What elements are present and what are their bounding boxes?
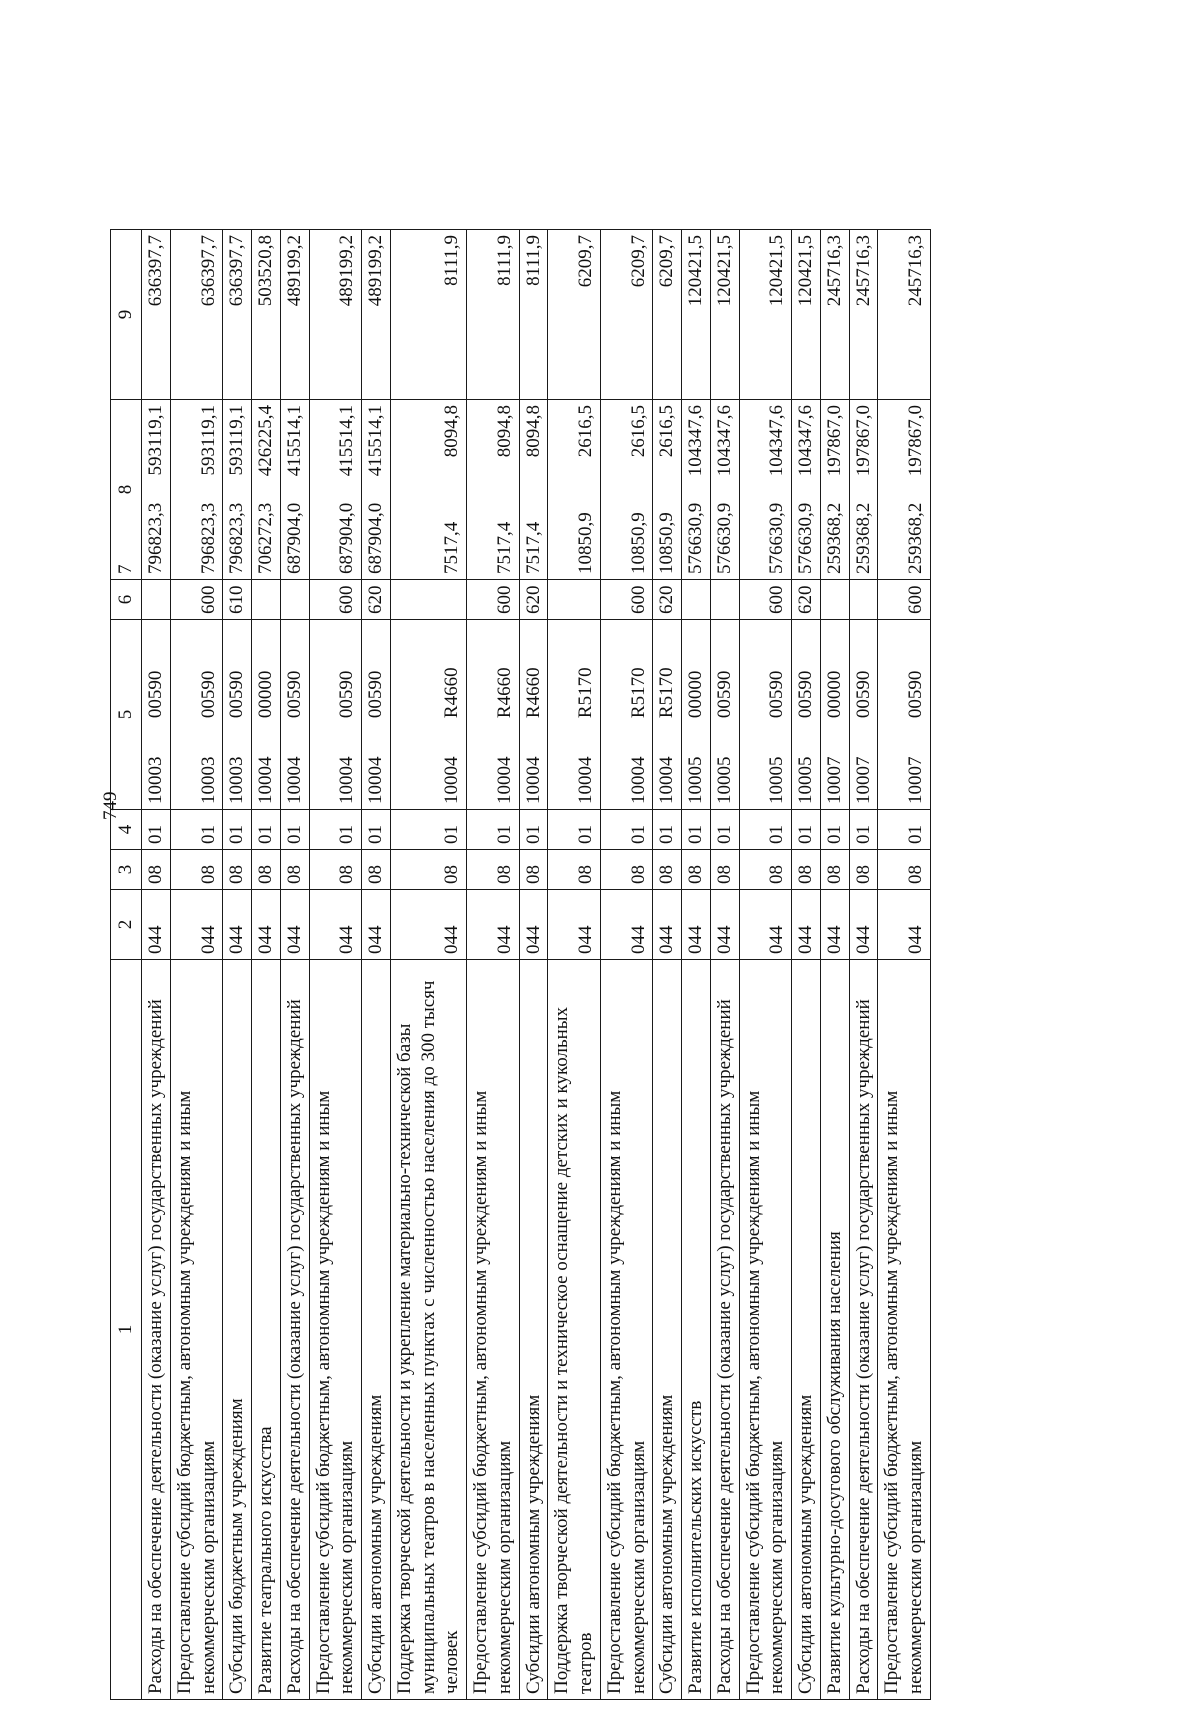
row-expense-type-cell: [390, 580, 466, 620]
row-section-cell: 08: [170, 850, 223, 890]
row-code-cell: 044: [223, 890, 252, 960]
row-expense-type-cell: 620: [362, 580, 391, 620]
row-expense-type-cell: 600: [170, 580, 223, 620]
header-col-4: 4: [111, 810, 142, 850]
row-name-cell: Поддержка творческой деятельности и укрепление материально-технической базы муниципальных театров в населенных пунктах с численностью населения до 300 тысяч человек: [390, 960, 466, 1700]
table-row: Расходы на обеспечение деятельности (оказание услуг) государственных учреждений 044 08 01 1000700590 259368,2 197867,0 245716,3: [849, 50, 878, 1700]
header-col-3: 3: [111, 850, 142, 890]
header-row: 1 2 3 4 5 6 7 8 9: [111, 50, 142, 1700]
article-program-code: 10007: [823, 756, 845, 804]
row-value-9-cell: 6209,7: [653, 230, 682, 400]
row-value-9-cell: 8111,9: [467, 230, 520, 400]
header-col-6: 6: [111, 580, 142, 620]
row-subsection-cell: 01: [467, 810, 520, 850]
row-name-cell: Развитие исполнительских искусств: [682, 960, 711, 1700]
row-value-9-cell: 8111,9: [390, 230, 466, 400]
article-direction-code: 00590: [336, 670, 358, 719]
row-code-cell: 044: [170, 890, 223, 960]
row-name-cell: Расходы на обеспечение деятельности (оказание услуг) государственных учреждений: [710, 960, 739, 1700]
row-value-8-cell: 8094,8: [467, 400, 520, 580]
row-name-cell: Предоставление субсидий бюджетным, автономным учреждениям и иным некоммерческим организациям: [467, 960, 520, 1700]
row-value-9-cell: 6209,7: [600, 230, 653, 400]
row-subsection-cell: 01: [252, 810, 281, 850]
row-code-cell: 044: [362, 890, 391, 960]
header-col-9: 9: [111, 230, 142, 400]
row-section-cell: 08: [739, 850, 792, 890]
row-subsection-cell: 01: [548, 810, 601, 850]
row-subsection-cell: 01: [792, 810, 821, 850]
row-article-cell: [653, 620, 682, 810]
row-value-9-cell: 503520,8: [252, 230, 281, 400]
row-code-cell: 044: [280, 890, 309, 960]
row-section-cell: 08: [519, 850, 548, 890]
row-expense-type-cell: 600: [739, 580, 792, 620]
table-row: Развитие культурно-досугового обслуживания населения 044 08 01 1000700000 259368,2 197867,0 245716,3: [820, 50, 849, 1700]
article-program-code: 10004: [493, 756, 515, 804]
row-section-cell: 08: [390, 850, 466, 890]
article-direction-code: R5170: [627, 667, 649, 719]
row-name-cell: Субсидии автономным учреждениям: [653, 960, 682, 1700]
article-direction-code: R4660: [522, 667, 544, 719]
row-section-cell: 08: [362, 850, 391, 890]
row-subsection-cell: 01: [653, 810, 682, 850]
row-value-9-cell: 489199,2: [280, 230, 309, 400]
article-program-code: 10004: [627, 756, 649, 804]
row-value-8-cell: 197867,0: [820, 400, 849, 580]
row-code-cell: 044: [710, 890, 739, 960]
table-row: Расходы на обеспечение деятельности (оказание услуг) государственных учреждений 044 08 01 1000400590 687904,0 415514,1 489199,2: [280, 50, 309, 1700]
table-row: Поддержка творческой деятельности и техническое оснащение детских и кукольных театров 044 08 01 10004R5170 10850,9 2616,5 6209,7: [548, 50, 601, 1700]
article-direction-code: 00000: [823, 670, 845, 719]
row-expense-type-cell: 620: [792, 580, 821, 620]
row-value-8-cell: 197867,0: [878, 400, 931, 580]
header-col-8: 8: [111, 400, 142, 580]
row-name-cell: Субсидии автономным учреждениям: [792, 960, 821, 1700]
table-row: Предоставление субсидий бюджетным, автономным учреждениям и иным некоммерческим организациям 044 08 01 10004R4660 600 7517,4 8094,8 8111,9: [467, 50, 520, 1700]
row-subsection-cell: 01: [223, 810, 252, 850]
row-value-8-cell: 415514,1: [362, 400, 391, 580]
row-code-cell: 044: [792, 890, 821, 960]
row-article-cell: [878, 620, 931, 810]
row-code-cell: 044: [467, 890, 520, 960]
article-program-code: 10004: [365, 756, 386, 804]
article-direction-code: 00590: [766, 670, 788, 719]
row-value-8-cell: 2616,5: [600, 400, 653, 580]
row-name-cell: Развитие театрального искусства: [252, 960, 281, 1700]
row-code-cell: 044: [849, 890, 878, 960]
row-value-8-cell: 2616,5: [653, 400, 682, 580]
row-expense-type-cell: 600: [309, 580, 362, 620]
article-program-code: 10007: [852, 756, 874, 804]
row-name-cell: Предоставление субсидий бюджетным, автономным учреждениям и иным некоммерческим организациям: [309, 960, 362, 1700]
row-subsection-cell: 01: [309, 810, 362, 850]
article-program-code: 10004: [522, 756, 544, 804]
row-expense-type-cell: 600: [600, 580, 653, 620]
row-value-9-cell: 120421,5: [682, 230, 711, 400]
row-expense-type-cell: [142, 580, 171, 620]
header-col-1: 1: [111, 960, 142, 1700]
row-expense-type-cell: [682, 580, 711, 620]
row-code-cell: 044: [548, 890, 601, 960]
row-article-cell: [390, 620, 466, 810]
row-expense-type-cell: 600: [467, 580, 520, 620]
article-direction-code: 00000: [685, 670, 706, 719]
row-value-9-cell: 636397,7: [170, 230, 223, 400]
row-article-cell: [849, 620, 878, 810]
row-subsection-cell: 01: [878, 810, 931, 850]
row-name-cell: Субсидии автономным учреждениям: [519, 960, 548, 1700]
row-value-9-cell: 120421,5: [710, 230, 739, 400]
row-section-cell: 08: [710, 850, 739, 890]
article-direction-code: 00000: [255, 670, 276, 719]
article-program-code: 10003: [145, 756, 166, 804]
article-program-code: 10003: [226, 756, 248, 804]
row-value-8-cell: 593119,1: [142, 400, 171, 580]
row-article-cell: [223, 620, 252, 810]
table-row: Предоставление субсидий бюджетным, автономным учреждениям и иным некоммерческим организациям 044 08 01 10004R5170 600 10850,9 2616,5 6209,7: [600, 50, 653, 1700]
article-direction-code: 00590: [713, 670, 735, 719]
article-program-code: 10004: [656, 756, 678, 804]
table-row: Предоставление субсидий бюджетным, автономным учреждениям и иным некоммерческим организациям 044 08 01 1000400590 600 687904,0 415514,1 489199,2: [309, 50, 362, 1700]
row-expense-type-cell: [820, 580, 849, 620]
row-value-9-cell: 120421,5: [792, 230, 821, 400]
row-section-cell: 08: [849, 850, 878, 890]
article-program-code: 10005: [795, 756, 816, 804]
row-section-cell: 08: [548, 850, 601, 890]
row-expense-type-cell: [280, 580, 309, 620]
row-code-cell: 044: [653, 890, 682, 960]
row-value-9-cell: 636397,7: [142, 230, 171, 400]
article-direction-code: 00590: [145, 670, 166, 719]
row-value-9-cell: 636397,7: [223, 230, 252, 400]
row-article-cell: [600, 620, 653, 810]
row-subsection-cell: 01: [519, 810, 548, 850]
row-article-cell: [710, 620, 739, 810]
row-name-cell: Субсидии автономным учреждениям: [362, 960, 391, 1700]
table-row: Субсидии бюджетным учреждениям 044 08 01 1000300590 610 796823,3 593119,1 636397,7: [223, 50, 252, 1700]
row-section-cell: 08: [309, 850, 362, 890]
article-direction-code: 00590: [197, 670, 219, 719]
row-section-cell: 08: [223, 850, 252, 890]
row-value-8-cell: 2616,5: [548, 400, 601, 580]
row-subsection-cell: 01: [600, 810, 653, 850]
row-section-cell: 08: [792, 850, 821, 890]
article-program-code: 10004: [283, 756, 305, 804]
row-value-8-cell: 104347,6: [792, 400, 821, 580]
row-value-9-cell: 245716,3: [849, 230, 878, 400]
row-value-9-cell: 245716,3: [878, 230, 931, 400]
article-direction-code: 00590: [226, 670, 248, 719]
rotated-table-wrapper: [110, 50, 1190, 1700]
row-name-cell: Предоставление субсидий бюджетным, автономным учреждениям и иным некоммерческим организациям: [170, 960, 223, 1700]
article-direction-code: 00590: [852, 670, 874, 719]
table-row: Субсидии автономным учреждениям 044 08 01 1000500590 620 576630,9 104347,6 120421,5: [792, 50, 821, 1700]
row-section-cell: 08: [878, 850, 931, 890]
row-value-9-cell: 489199,2: [362, 230, 391, 400]
row-name-cell: Расходы на обеспечение деятельности (оказание услуг) государственных учреждений: [142, 960, 171, 1700]
row-article-cell: [142, 620, 171, 810]
row-value-9-cell: 120421,5: [739, 230, 792, 400]
table-row: Субсидии автономным учреждениям 044 08 01 10004R5170 620 10850,9 2616,5 6209,7: [653, 50, 682, 1700]
row-code-cell: 044: [252, 890, 281, 960]
row-expense-type-cell: [710, 580, 739, 620]
row-name-cell: Расходы на обеспечение деятельности (оказание услуг) государственных учреждений: [849, 960, 878, 1700]
article-direction-code: 00590: [795, 670, 816, 719]
row-expense-type-cell: [548, 580, 601, 620]
row-subsection-cell: 01: [170, 810, 223, 850]
article-direction-code: R5170: [575, 667, 596, 719]
row-code-cell: 044: [600, 890, 653, 960]
row-value-8-cell: 8094,8: [390, 400, 466, 580]
article-direction-code: 00590: [365, 670, 386, 719]
article-direction-code: R4660: [493, 667, 515, 719]
row-subsection-cell: 01: [682, 810, 711, 850]
article-program-code: 10005: [713, 756, 735, 804]
row-name-cell: Предоставление субсидий бюджетным, автономным учреждениям и иным некоммерческим организациям: [600, 960, 653, 1700]
row-article-cell: [519, 620, 548, 810]
row-value-8-cell: 104347,6: [739, 400, 792, 580]
row-value-9-cell: 8111,9: [519, 230, 548, 400]
row-value-8-cell: 104347,6: [710, 400, 739, 580]
row-expense-type-cell: [849, 580, 878, 620]
row-article-cell: [252, 620, 281, 810]
row-article-cell: [682, 620, 711, 810]
row-subsection-cell: 01: [362, 810, 391, 850]
row-name-cell: Субсидии бюджетным учреждениям: [223, 960, 252, 1700]
row-article-cell: [467, 620, 520, 810]
row-article-cell: [820, 620, 849, 810]
row-value-9-cell: 245716,3: [820, 230, 849, 400]
page-number: 749: [100, 791, 121, 820]
table-row: Расходы на обеспечение деятельности (оказание услуг) государственных учреждений 044 08 01 1000500590 576630,9 104347,6 120421,5: [710, 50, 739, 1700]
row-subsection-cell: 01: [820, 810, 849, 850]
row-subsection-cell: 01: [849, 810, 878, 850]
row-section-cell: 08: [280, 850, 309, 890]
row-expense-type-cell: 620: [519, 580, 548, 620]
row-code-cell: 044: [820, 890, 849, 960]
row-article-cell: [548, 620, 601, 810]
row-subsection-cell: 01: [390, 810, 466, 850]
row-expense-type-cell: [252, 580, 281, 620]
table-row: Развитие театрального искусства 044 08 01 1000400000 706272,3 426225,4 503520,8: [252, 50, 281, 1700]
row-section-cell: 08: [252, 850, 281, 890]
table-row: Предоставление субсидий бюджетным, автономным учреждениям и иным некоммерческим организациям 044 08 01 1000300590 600 796823,3 593119,1 636397,7: [170, 50, 223, 1700]
row-value-8-cell: 197867,0: [849, 400, 878, 580]
row-section-cell: 08: [600, 850, 653, 890]
row-name-cell: Поддержка творческой деятельности и техническое оснащение детских и кукольных театров: [548, 960, 601, 1700]
row-name-cell: Предоставление субсидий бюджетным, автономным учреждениям и иным некоммерческим организациям: [878, 960, 931, 1700]
article-program-code: 10004: [255, 756, 276, 804]
row-name-cell: Развитие культурно-досугового обслуживания населения: [820, 960, 849, 1700]
row-article-cell: [280, 620, 309, 810]
article-program-code: 10007: [905, 756, 926, 804]
article-program-code: 10005: [685, 756, 706, 804]
table-row: Субсидии автономным учреждениям 044 08 01 10004R4660 620 7517,4 8094,8 8111,9: [519, 50, 548, 1700]
row-value-8-cell: 415514,1: [309, 400, 362, 580]
row-code-cell: 044: [682, 890, 711, 960]
table-row: Субсидии автономным учреждениям 044 08 01 1000400590 620 687904,0 415514,1 489199,2: [362, 50, 391, 1700]
row-expense-type-cell: 620: [653, 580, 682, 620]
row-code-cell: 044: [878, 890, 931, 960]
table-row: Предоставление субсидий бюджетным, автономным учреждениям и иным некоммерческим организациям 044 08 01 1000500590 600 576630,9 104347,6 120421,5: [739, 50, 792, 1700]
row-article-cell: [362, 620, 391, 810]
header-col-2: 2: [111, 890, 142, 960]
row-expense-type-cell: 600: [878, 580, 931, 620]
table-row: Предоставление субсидий бюджетным, автономным учреждениям и иным некоммерческим организациям 044 08 01 1000700590 600 259368,2 197867,0 245716,3: [878, 50, 931, 1700]
article-direction-code: 00590: [283, 670, 305, 719]
row-value-8-cell: 415514,1: [280, 400, 309, 580]
row-name-cell: Расходы на обеспечение деятельности (оказание услуг) государственных учреждений: [280, 960, 309, 1700]
article-program-code: 10004: [441, 756, 463, 804]
article-direction-code: 00590: [905, 670, 926, 719]
table-row: Развитие исполнительских искусств 044 08 01 1000500000 576630,9 104347,6 120421,5: [682, 50, 711, 1700]
row-code-cell: 044: [739, 890, 792, 960]
article-program-code: 10004: [336, 756, 358, 804]
row-value-8-cell: 426225,4: [252, 400, 281, 580]
row-code-cell: 044: [519, 890, 548, 960]
row-section-cell: 08: [142, 850, 171, 890]
row-code-cell: 044: [142, 890, 171, 960]
article-direction-code: R4660: [441, 667, 463, 719]
row-subsection-cell: 01: [142, 810, 171, 850]
table-row: Расходы на обеспечение деятельности (оказание услуг) государственных учреждений 044 08 01 1000300590 796823,3 593119,1 636397,7: [142, 50, 171, 1700]
row-expense-type-cell: 610: [223, 580, 252, 620]
row-value-8-cell: 593119,1: [170, 400, 223, 580]
row-article-cell: [309, 620, 362, 810]
article-program-code: 10005: [766, 756, 788, 804]
row-section-cell: 08: [820, 850, 849, 890]
row-section-cell: 08: [653, 850, 682, 890]
row-article-cell: [170, 620, 223, 810]
row-subsection-cell: 01: [739, 810, 792, 850]
row-code-cell: 044: [390, 890, 466, 960]
row-value-8-cell: 8094,8: [519, 400, 548, 580]
row-section-cell: 08: [467, 850, 520, 890]
article-program-code: 10003: [197, 756, 219, 804]
article-direction-code: R5170: [656, 667, 678, 719]
row-subsection-cell: 01: [710, 810, 739, 850]
row-article-cell: [792, 620, 821, 810]
row-section-cell: 08: [682, 850, 711, 890]
row-name-cell: Предоставление субсидий бюджетным, автономным учреждениям и иным некоммерческим организациям: [739, 960, 792, 1700]
budget-table: [110, 49, 931, 1700]
row-article-cell: [739, 620, 792, 810]
row-value-8-cell: 104347,6: [682, 400, 711, 580]
table-row: Поддержка творческой деятельности и укрепление материально-технической базы муниципальных театров в населенных пунктах с численностью населения до 300 тысяч человек 044 08 01 10004R4660 7517,4 8094,8 8111,9: [390, 50, 466, 1700]
row-subsection-cell: 01: [280, 810, 309, 850]
row-value-9-cell: 489199,2: [309, 230, 362, 400]
row-value-9-cell: 6209,7: [548, 230, 601, 400]
article-program-code: 10004: [575, 756, 596, 804]
row-code-cell: 044: [309, 890, 362, 960]
row-value-8-cell: 593119,1: [223, 400, 252, 580]
header-col-5: 5: [111, 620, 142, 810]
